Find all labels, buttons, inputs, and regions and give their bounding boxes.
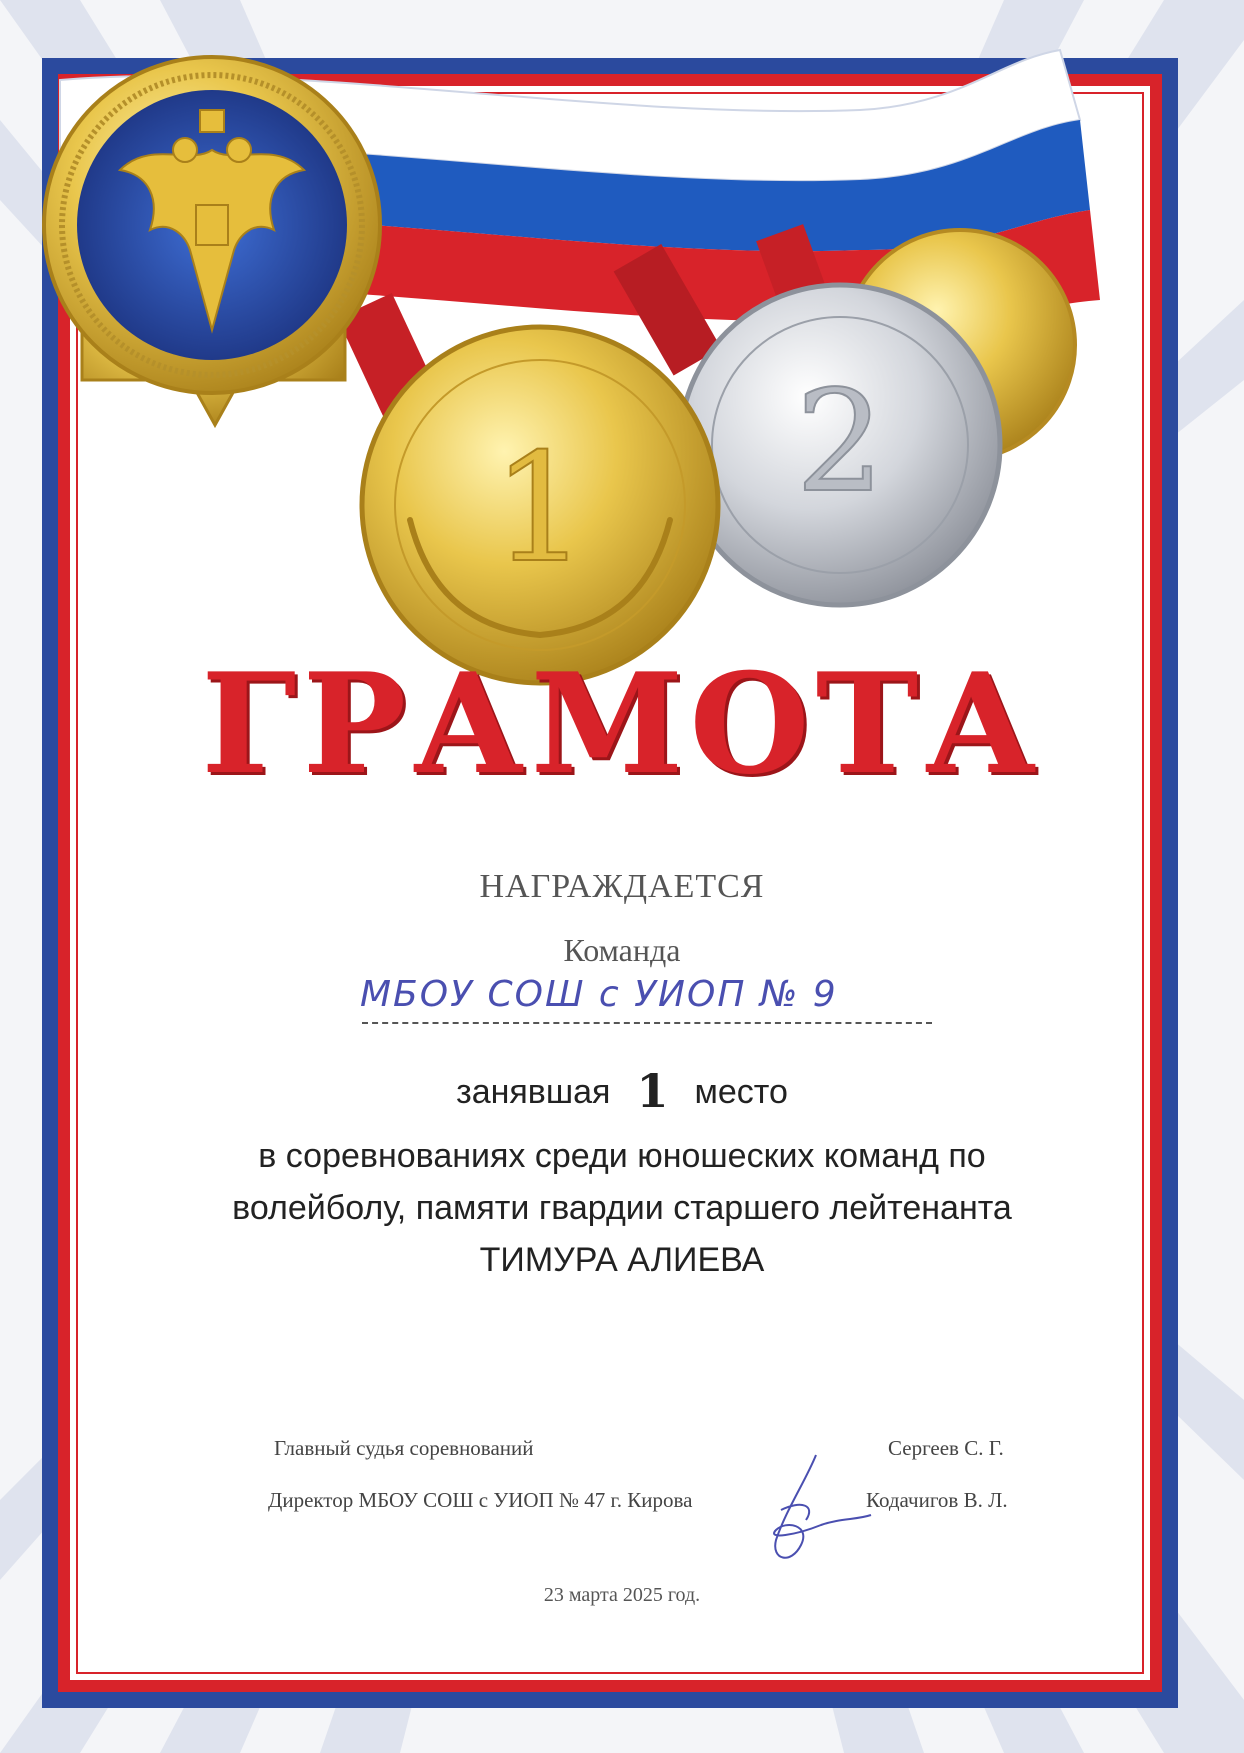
director-name: Кодачигов В. Л. [866, 1488, 1008, 1512]
description-line-1: в соревнованиях среди юношеских команд по [258, 1137, 986, 1175]
team-name-underline [362, 1022, 932, 1024]
chief-judge-role: Главный судья соревнований [274, 1436, 534, 1460]
header-decoration [0, 0, 1244, 720]
director-role: Директор МБОУ СОШ с УИОП № 47 г. Кирова [268, 1488, 693, 1512]
description-line-3: ТИМУРА АЛИЕВА [479, 1241, 765, 1279]
place-number: 1 [636, 1064, 669, 1118]
issue-date: 23 марта 2025 год. [543, 1584, 701, 1606]
handwritten-signature [746, 1450, 876, 1570]
awarded-heading: НАГРАЖДАЕТСЯ [479, 868, 765, 905]
place-suffix: место [694, 1073, 788, 1111]
place-row [0, 1064, 1244, 1118]
description-line-2: волейболу, памяти гвардии старшего лейтенанта [232, 1189, 1012, 1227]
gold-medal-number: 1 [492, 422, 588, 596]
double-headed-eagle-emblem-icon [44, 57, 380, 425]
chief-judge-name: Сергеев С. Г. [888, 1436, 1004, 1460]
team-label: Команда [563, 932, 681, 968]
place-prefix: занявшая [456, 1073, 611, 1111]
certificate-title: ГРАМОТА [201, 642, 1043, 805]
silver-medal-number: 2 [795, 361, 885, 524]
team-name-handwritten: МБОУ СОШ с УИОП № 9 [360, 974, 838, 1015]
